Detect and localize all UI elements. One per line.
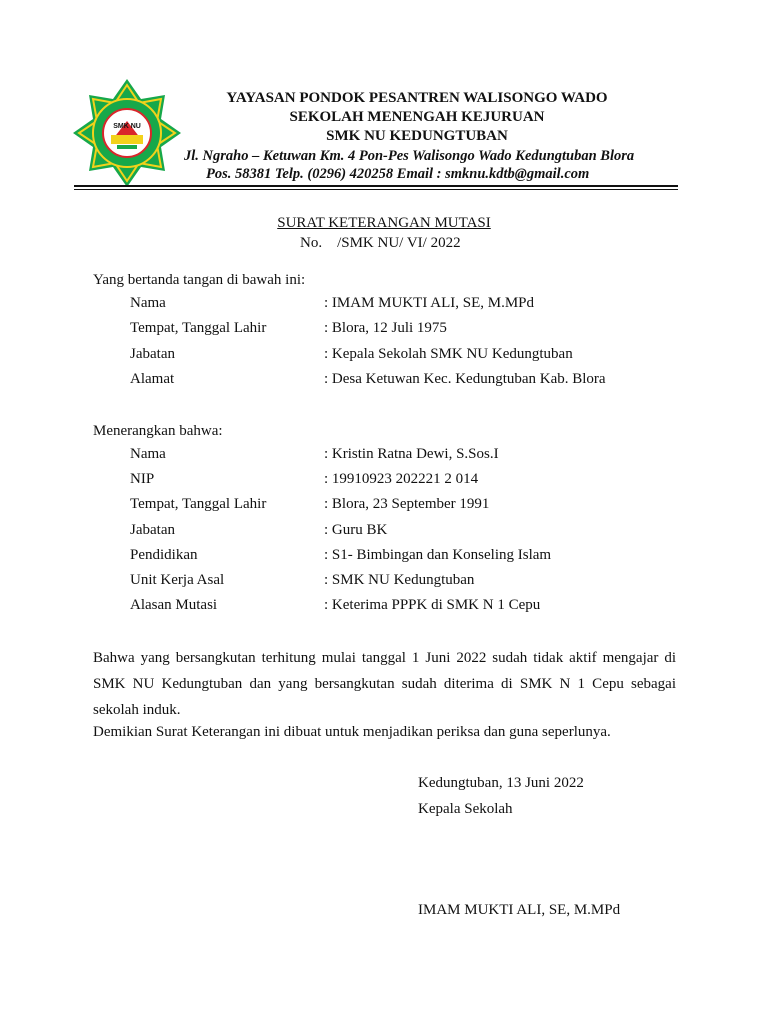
field-label: NIP xyxy=(130,471,155,487)
field-value: : Kristin Ratna Dewi, S.Sos.I xyxy=(324,446,499,462)
school-type: SEKOLAH MENENGAH KEJURUAN xyxy=(289,109,545,125)
signer-row xyxy=(130,320,690,344)
header-divider-thin xyxy=(74,189,678,190)
letter-title: SURAT KETERANGAN MUTASI xyxy=(277,215,491,231)
place-date: Kedungtuban, 13 Juni 2022 xyxy=(418,775,584,791)
field-value: : 19910923 202221 2 014 xyxy=(324,471,479,487)
field-value: : Desa Ketuwan Kec. Kedungtuban Kab. Blora xyxy=(324,371,606,387)
field-label: Jabatan xyxy=(130,346,175,362)
body-line: SMK NU Kedungtuban dan yang bersangkutan sudah diterima di SMK N 1 Cepu sebagai xyxy=(93,676,676,692)
subject-row xyxy=(130,446,690,470)
subject-row xyxy=(130,547,690,571)
field-value: : Keterima PPPK di SMK N 1 Cepu xyxy=(324,597,541,613)
field-value: : Blora, 23 September 1991 xyxy=(324,496,490,512)
signer-row xyxy=(130,371,690,395)
logo-center-text: SMK NU xyxy=(113,123,141,130)
field-label: Jabatan xyxy=(130,522,175,538)
body-line: Bahwa yang bersangkutan terhitung mulai tanggal 1 Juni 2022 sudah tidak aktif mengajar di xyxy=(93,650,676,666)
subject-row xyxy=(130,471,690,495)
signer-row xyxy=(130,295,690,319)
subject-row xyxy=(130,597,690,621)
signer-row xyxy=(130,346,690,370)
school-name: SMK NU KEDUNGTUBAN xyxy=(326,128,508,144)
field-label: Tempat, Tanggal Lahir xyxy=(130,496,267,512)
subject-row xyxy=(130,572,690,596)
field-value: : SMK NU Kedungtuban xyxy=(324,572,475,588)
subject-row xyxy=(130,496,690,520)
body-line: sekolah induk. xyxy=(93,702,181,718)
field-label: Alamat xyxy=(130,371,175,387)
field-label: Pendidikan xyxy=(130,547,198,563)
field-label: Nama xyxy=(130,295,166,311)
signer-position: Kepala Sekolah xyxy=(418,801,513,817)
field-value: : Blora, 12 Juli 1975 xyxy=(324,320,447,336)
field-label: Unit Kerja Asal xyxy=(130,572,225,588)
field-value: : S1- Bimbingan dan Konseling Islam xyxy=(324,547,552,563)
body-paragraph xyxy=(93,645,676,723)
field-label: Alasan Mutasi xyxy=(130,597,218,613)
closing-text: Demikian Surat Keterangan ini dibuat untuk menjadikan periksa dan guna seperlunya. xyxy=(93,724,611,740)
letter-number: No. /SMK NU/ VI/ 2022 xyxy=(300,235,461,251)
school-address: Jl. Ngraho – Ketuwan Km. 4 Pon-Pes Walisongo Wado Kedungtuban Blora xyxy=(184,148,635,164)
field-value: : Kepala Sekolah SMK NU Kedungtuban xyxy=(324,346,573,362)
field-value: : IMAM MUKTI ALI, SE, M.MPd xyxy=(324,295,535,311)
school-contact: Pos. 58381 Telp. (0296) 420258 Email : smknu.kdtb@gmail.com xyxy=(206,166,590,182)
header-divider-thick xyxy=(74,185,678,187)
field-value: : Guru BK xyxy=(324,522,388,538)
subject-row xyxy=(130,522,690,546)
field-label: Tempat, Tanggal Lahir xyxy=(130,320,267,336)
states-text: Menerangkan bahwa: xyxy=(93,423,223,439)
field-label: Nama xyxy=(130,446,166,462)
signer-name: IMAM MUKTI ALI, SE, M.MPd xyxy=(418,902,621,918)
intro-text: Yang bertanda tangan di bawah ini: xyxy=(93,272,306,288)
foundation-name: YAYASAN PONDOK PESANTREN WALISONGO WADO xyxy=(226,90,608,106)
